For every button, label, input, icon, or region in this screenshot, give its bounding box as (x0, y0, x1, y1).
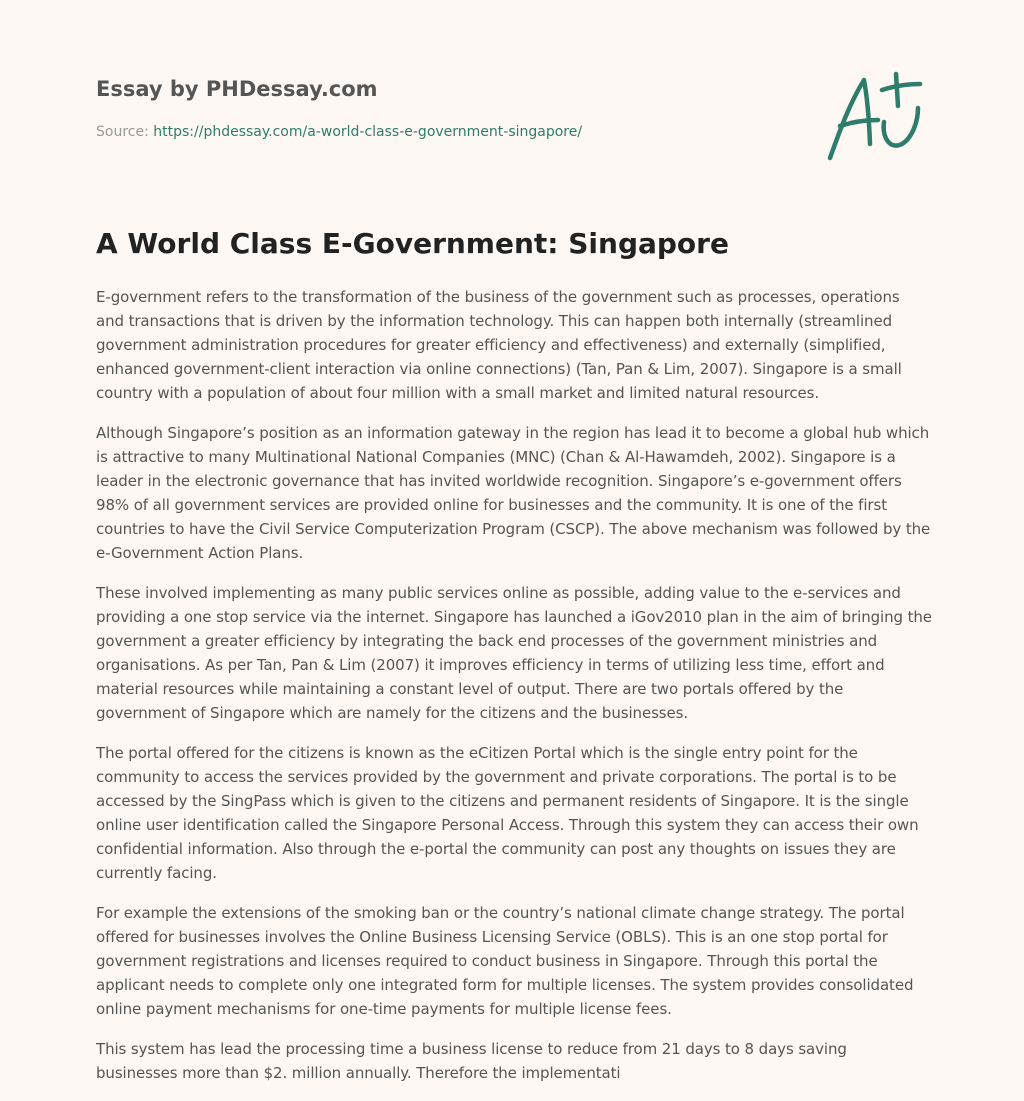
article-paragraph: These involved implementing as many public services online as possible, adding value to the e-services and providing a one stop service via the internet. Singapore has launched a iGov2010 plan in the aim of bringing the government a greater efficiency by integrating the back end processes of the government ministries and organisations. As per Tan, Pan & Lim (2007) it improves efficiency in terms of utilizing less time, effort and material resources while maintaining a constant level of output. There are two portals offered by the government of Singapore which are namely for the citizens and the businesses. (96, 584, 932, 722)
article-paragraph: This system has lead the processing time a business license to reduce from 21 days to 8 days saving businesses more than $2. million annually. Therefore the implementati (96, 1040, 847, 1082)
source-link[interactable]: https://phdessay.com/a-world-class-e-government-singapore/ (153, 124, 583, 140)
source-line (96, 124, 582, 140)
page-header (96, 74, 936, 140)
site-brand: Essay by PHDessay.com (96, 77, 378, 101)
article-title: A World Class E-Government: Singapore (96, 227, 729, 260)
article-paragraph: The portal offered for the citizens is known as the eCitizen Portal which is the single entry point for the community to access the services provided by the government and private corporations. The portal is to be accessed by the SingPass which is given to the citizens and permanent residents of Singapore. It is the single online user identification called the Singapore Personal Access. Through this system they can access their own confidential information. Also through the e-portal the community can post any thoughts on issues they are currently facing. (96, 744, 919, 882)
article-paragraph: For example the extensions of the smoking ban or the country’s national climate change strategy. The portal offered for businesses involves the Online Business Licensing Service (OBLS). This is an one stop portal for government registrations and licenses required to conduct business in Singapore. Through this portal the applicant needs to complete only one integrated form for multiple licenses. The system provides consolidated online payment mechanisms for one-time payments for multiple license fees. (96, 904, 914, 1018)
a-plus-logo-icon (820, 66, 930, 166)
article-paragraph: Although Singapore’s position as an information gateway in the region has lead it to become a global hub which is attractive to many Multinational National Companies (MNC) (Chan & Al-Hawamdeh, 2002). Singapore is a leader in the electronic governance that has invited worldwide recognition. Singapore’s e-government offers 98% of all government services are provided online for businesses and the community. It is one of the first countries to have the Civil Service Computerization Program (CSCP). The above mechanism was followed by the e-Government Action Plans. (96, 424, 931, 562)
article-paragraph: E-government refers to the transformation of the business of the government such as processes, operations and transactions that is driven by the information technology. This can happen both internally (streamlined government administration procedures for greater efficiency and effectiveness) and externally (simplified, enhanced government-client interaction via online connections) (Tan, Pan & Lim, 2007). Singapore is a small country with a population of about four million with a small market and limited natural resources. (96, 288, 902, 402)
source-label: Source: (96, 124, 154, 140)
article-body (96, 285, 932, 1101)
